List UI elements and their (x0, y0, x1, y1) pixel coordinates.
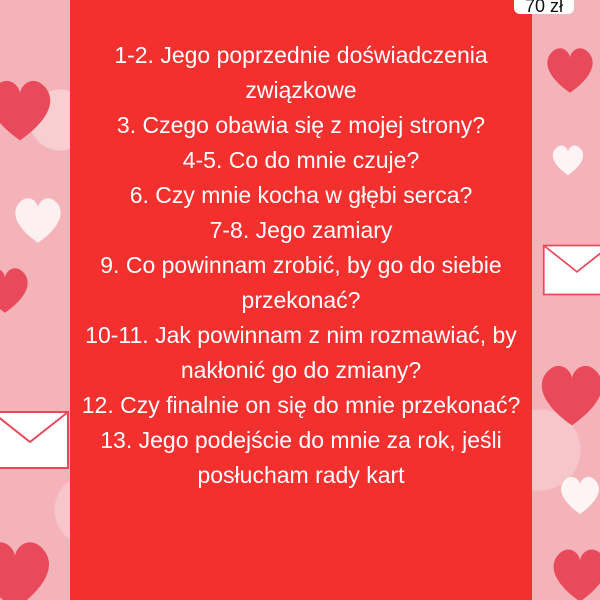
question-card (70, 0, 564, 600)
heart-icon (0, 530, 60, 600)
heart-icon (532, 355, 600, 435)
list-item: 6. Czy mnie kocha w głębi serca? (129, 182, 473, 208)
price-tag: 70 zł (514, 0, 574, 14)
list-item: 10-11. Jak powinnam z nim rozmawiać, by nakłonić go do zmiany? (85, 322, 517, 383)
heart-icon (545, 540, 600, 600)
envelope-icon (542, 240, 600, 300)
list-item: 7-8. Jego zamiary (209, 217, 393, 243)
heart-icon (548, 140, 588, 180)
list-item: 1-2. Jego poprzednie doświadczenia związkowe (114, 42, 488, 103)
question-list (70, 38, 532, 493)
heart-icon (8, 190, 68, 250)
list-item: 4-5. Co do mnie czuje? (182, 147, 420, 173)
list-item: 3. Czego obawia się z mojej strony? (116, 112, 486, 138)
list-item: 13. Jego podejście do mnie za rok, jeśli posłucham rady kart (100, 427, 502, 488)
heart-icon (540, 40, 600, 100)
list-item: 12. Czy finalnie on się do mnie przekonać? (81, 392, 521, 418)
heart-icon (0, 70, 60, 150)
heart-icon (0, 260, 35, 320)
heart-icon (555, 470, 600, 520)
envelope-icon (0, 410, 70, 470)
list-item: 9. Co powinnam zrobić, by go do siebie przekonać? (100, 252, 502, 313)
